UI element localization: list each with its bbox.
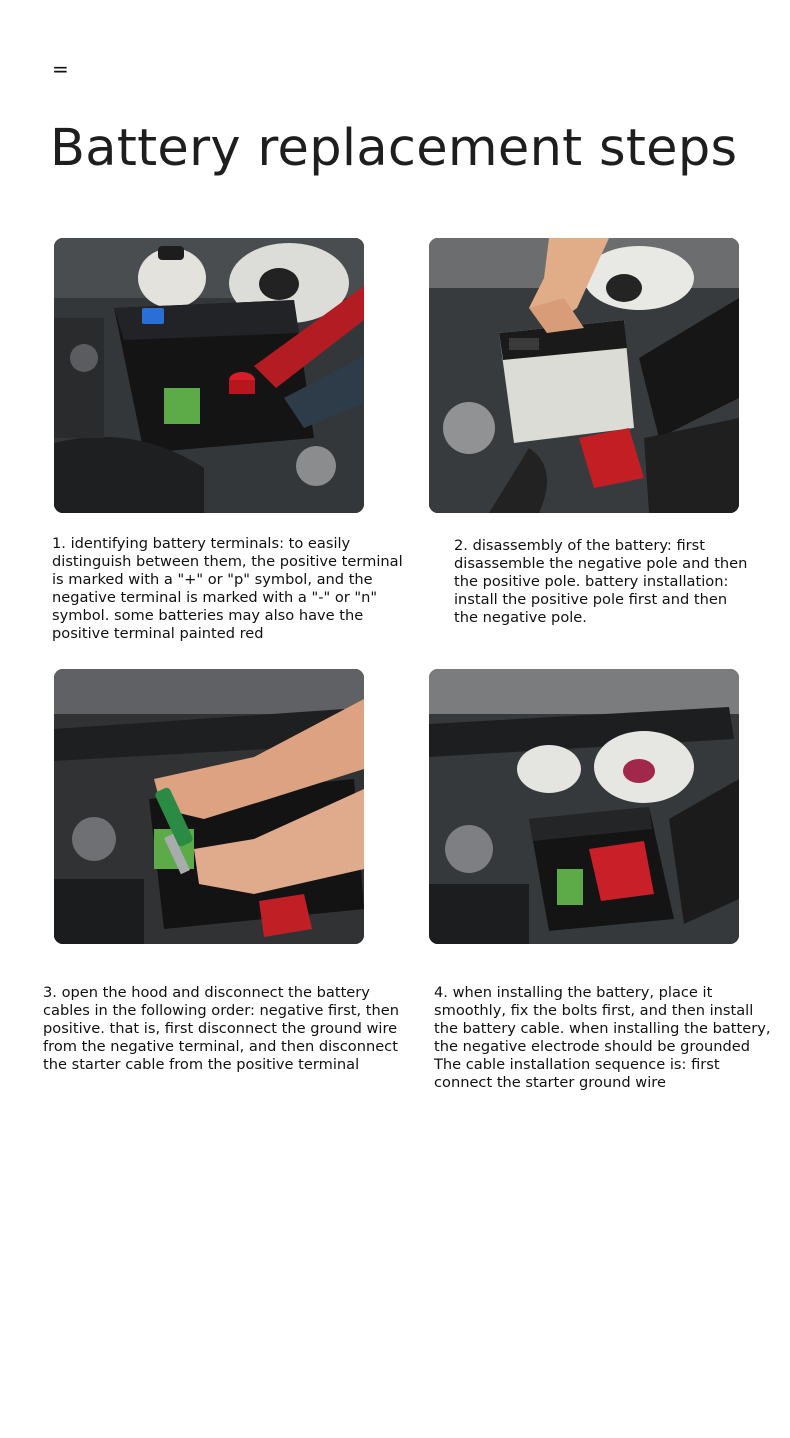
step-4-text: 4. when installing the battery, place it smoothly, fix the bolts first, and then install the battery cable. when installing the battery, the negative electrode should be grounded The cable installation sequence is: first connect the starter ground wire — [434, 984, 771, 1091]
wrench-on-terminal-photo — [54, 669, 364, 944]
engine-bay-battery-photo — [54, 238, 364, 513]
menu-icon[interactable]: = — [52, 57, 69, 81]
step-1-text: 1. identifying battery terminals: to easily distinguish between them, the positive terminal is marked with a "+" or "p" symbol, and the negative terminal is marked with a "-" or "n" symbol. some batteries may also have the positive terminal painted red — [52, 535, 403, 642]
step-3-text: 3. open the hood and disconnect the battery cables in the following order: negative first, then positive. that is, first disconnect the ground wire from the negative terminal, and then disconnect the starter cable from the positive terminal — [43, 984, 399, 1073]
hand-removing-battery-photo — [429, 238, 739, 513]
step-2-text: 2. disassembly of the battery: first disassemble the negative pole and then the positive pole. battery installation: install the positive pole first and then the negative pole. — [454, 537, 748, 626]
page-title: Battery replacement steps — [50, 119, 738, 178]
installed-battery-photo — [429, 669, 739, 944]
